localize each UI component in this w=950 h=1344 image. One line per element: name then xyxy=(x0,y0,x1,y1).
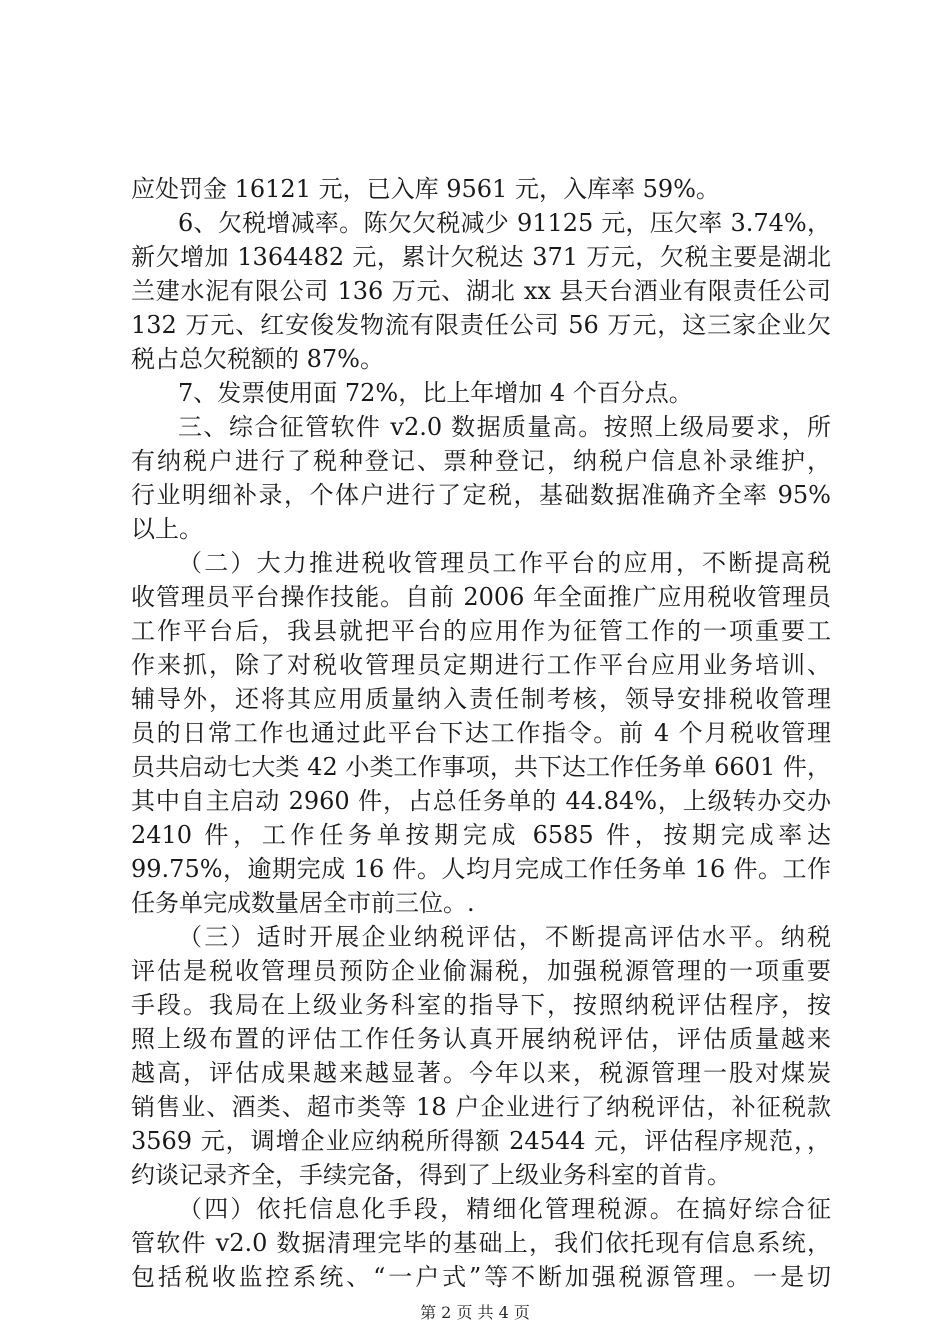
text-line: 辅导外，还将其应用质量纳入责任制考核，领导安排税收管理 xyxy=(131,685,831,713)
text-line: 包括税收监控系统、“一户式”等不断加强税源管理。一是切 xyxy=(131,1263,831,1291)
text-line: 评估是税收管理员预防企业偷漏税，加强税源管理的一项重要 xyxy=(131,957,831,985)
text-line: 6、欠税增减率。陈欠欠税减少 91125 元，压欠率 3.74%， xyxy=(178,209,831,237)
text-line: 手段。我局在上级业务科室的指导下，按照纳税评估程序，按 xyxy=(131,991,831,1019)
page-number-footer: 第 2 页 共 4 页 xyxy=(420,1303,530,1322)
text-line: （三）适时开展企业纳税评估，不断提高评估水平。纳税 xyxy=(178,923,831,951)
text-line: 收管理员平台操作技能。自前 2006 年全面推广应用税收管理员 xyxy=(131,583,831,611)
text-line: 行业明细补录，个体户进行了定税，基础数据准确齐全率 95% xyxy=(131,481,831,509)
text-line: 工作平台后，我县就把平台的应用作为征管工作的一项重要工 xyxy=(131,617,831,645)
text-line: 以上。 xyxy=(131,515,203,543)
text-line: （二）大力推进税收管理员工作平台的应用，不断提高税 xyxy=(178,549,831,577)
text-line: 员共启动七大类 42 小类工作事项，共下达工作任务单 6601 件， xyxy=(131,753,831,781)
text-line: 其中自主启动 2960 件，占总任务单的 44.84%，上级转办交办 xyxy=(131,787,831,815)
text-line: 销售业、酒类、超市类等 18 户企业进行了纳税评估，补征税款 xyxy=(131,1093,831,1121)
text-line: 3569 元，调增企业应纳税所得额 24544 元，评估程序规范，， xyxy=(131,1127,831,1155)
text-line: 任务单完成数量居全市前三位。. xyxy=(131,889,475,917)
text-line: 管软件 v2.0 数据清理完毕的基础上，我们依托现有信息系统， xyxy=(131,1229,831,1257)
text-line: 照上级布置的评估工作任务认真开展纳税评估，评估质量越来 xyxy=(131,1025,831,1053)
text-line: 应处罚金 16121 元，已入库 9561 元，入库率 59%。 xyxy=(131,175,720,203)
text-line: 税占总欠税额的 87%。 xyxy=(131,345,384,373)
text-line: 新欠增加 1364482 元，累计欠税达 371 万元，欠税主要是湖北 xyxy=(131,243,831,271)
text-line: 作来抓，除了对税收管理员定期进行工作平台应用业务培训、 xyxy=(131,651,831,679)
text-line: 132 万元、红安俊发物流有限责任公司 56 万元，这三家企业欠 xyxy=(131,311,831,339)
text-line: 三、综合征管软件 v2.0 数据质量高。按照上级局要求，所 xyxy=(178,413,831,441)
text-line: 有纳税户进行了税种登记、票种登记，纳税户信息补录维护， xyxy=(131,447,831,475)
text-line: 员的日常工作也通过此平台下达工作指令。前 4 个月税收管理 xyxy=(131,719,831,747)
text-line: 2410 件，工作任务单按期完成 6585 件，按期完成率达 xyxy=(131,821,831,849)
text-line: （四）依托信息化手段，精细化管理税源。在搞好综合征 xyxy=(178,1195,831,1223)
text-line: 约谈记录齐全，手续完备，得到了上级业务科室的首肯。 xyxy=(131,1161,731,1189)
text-line: 7、发票使用面 72%，比上年增加 4 个百分点。 xyxy=(178,379,693,407)
text-line: 兰建水泥有限公司 136 万元、湖北 xx 县天台酒业有限责任公司 xyxy=(131,277,831,305)
text-line: 99.75%，逾期完成 16 件。人均月完成工作任务单 16 件。工作 xyxy=(131,855,831,883)
text-line: 越高，评估成果越来越显著。今年以来，税源管理一股对煤炭 xyxy=(131,1059,831,1087)
